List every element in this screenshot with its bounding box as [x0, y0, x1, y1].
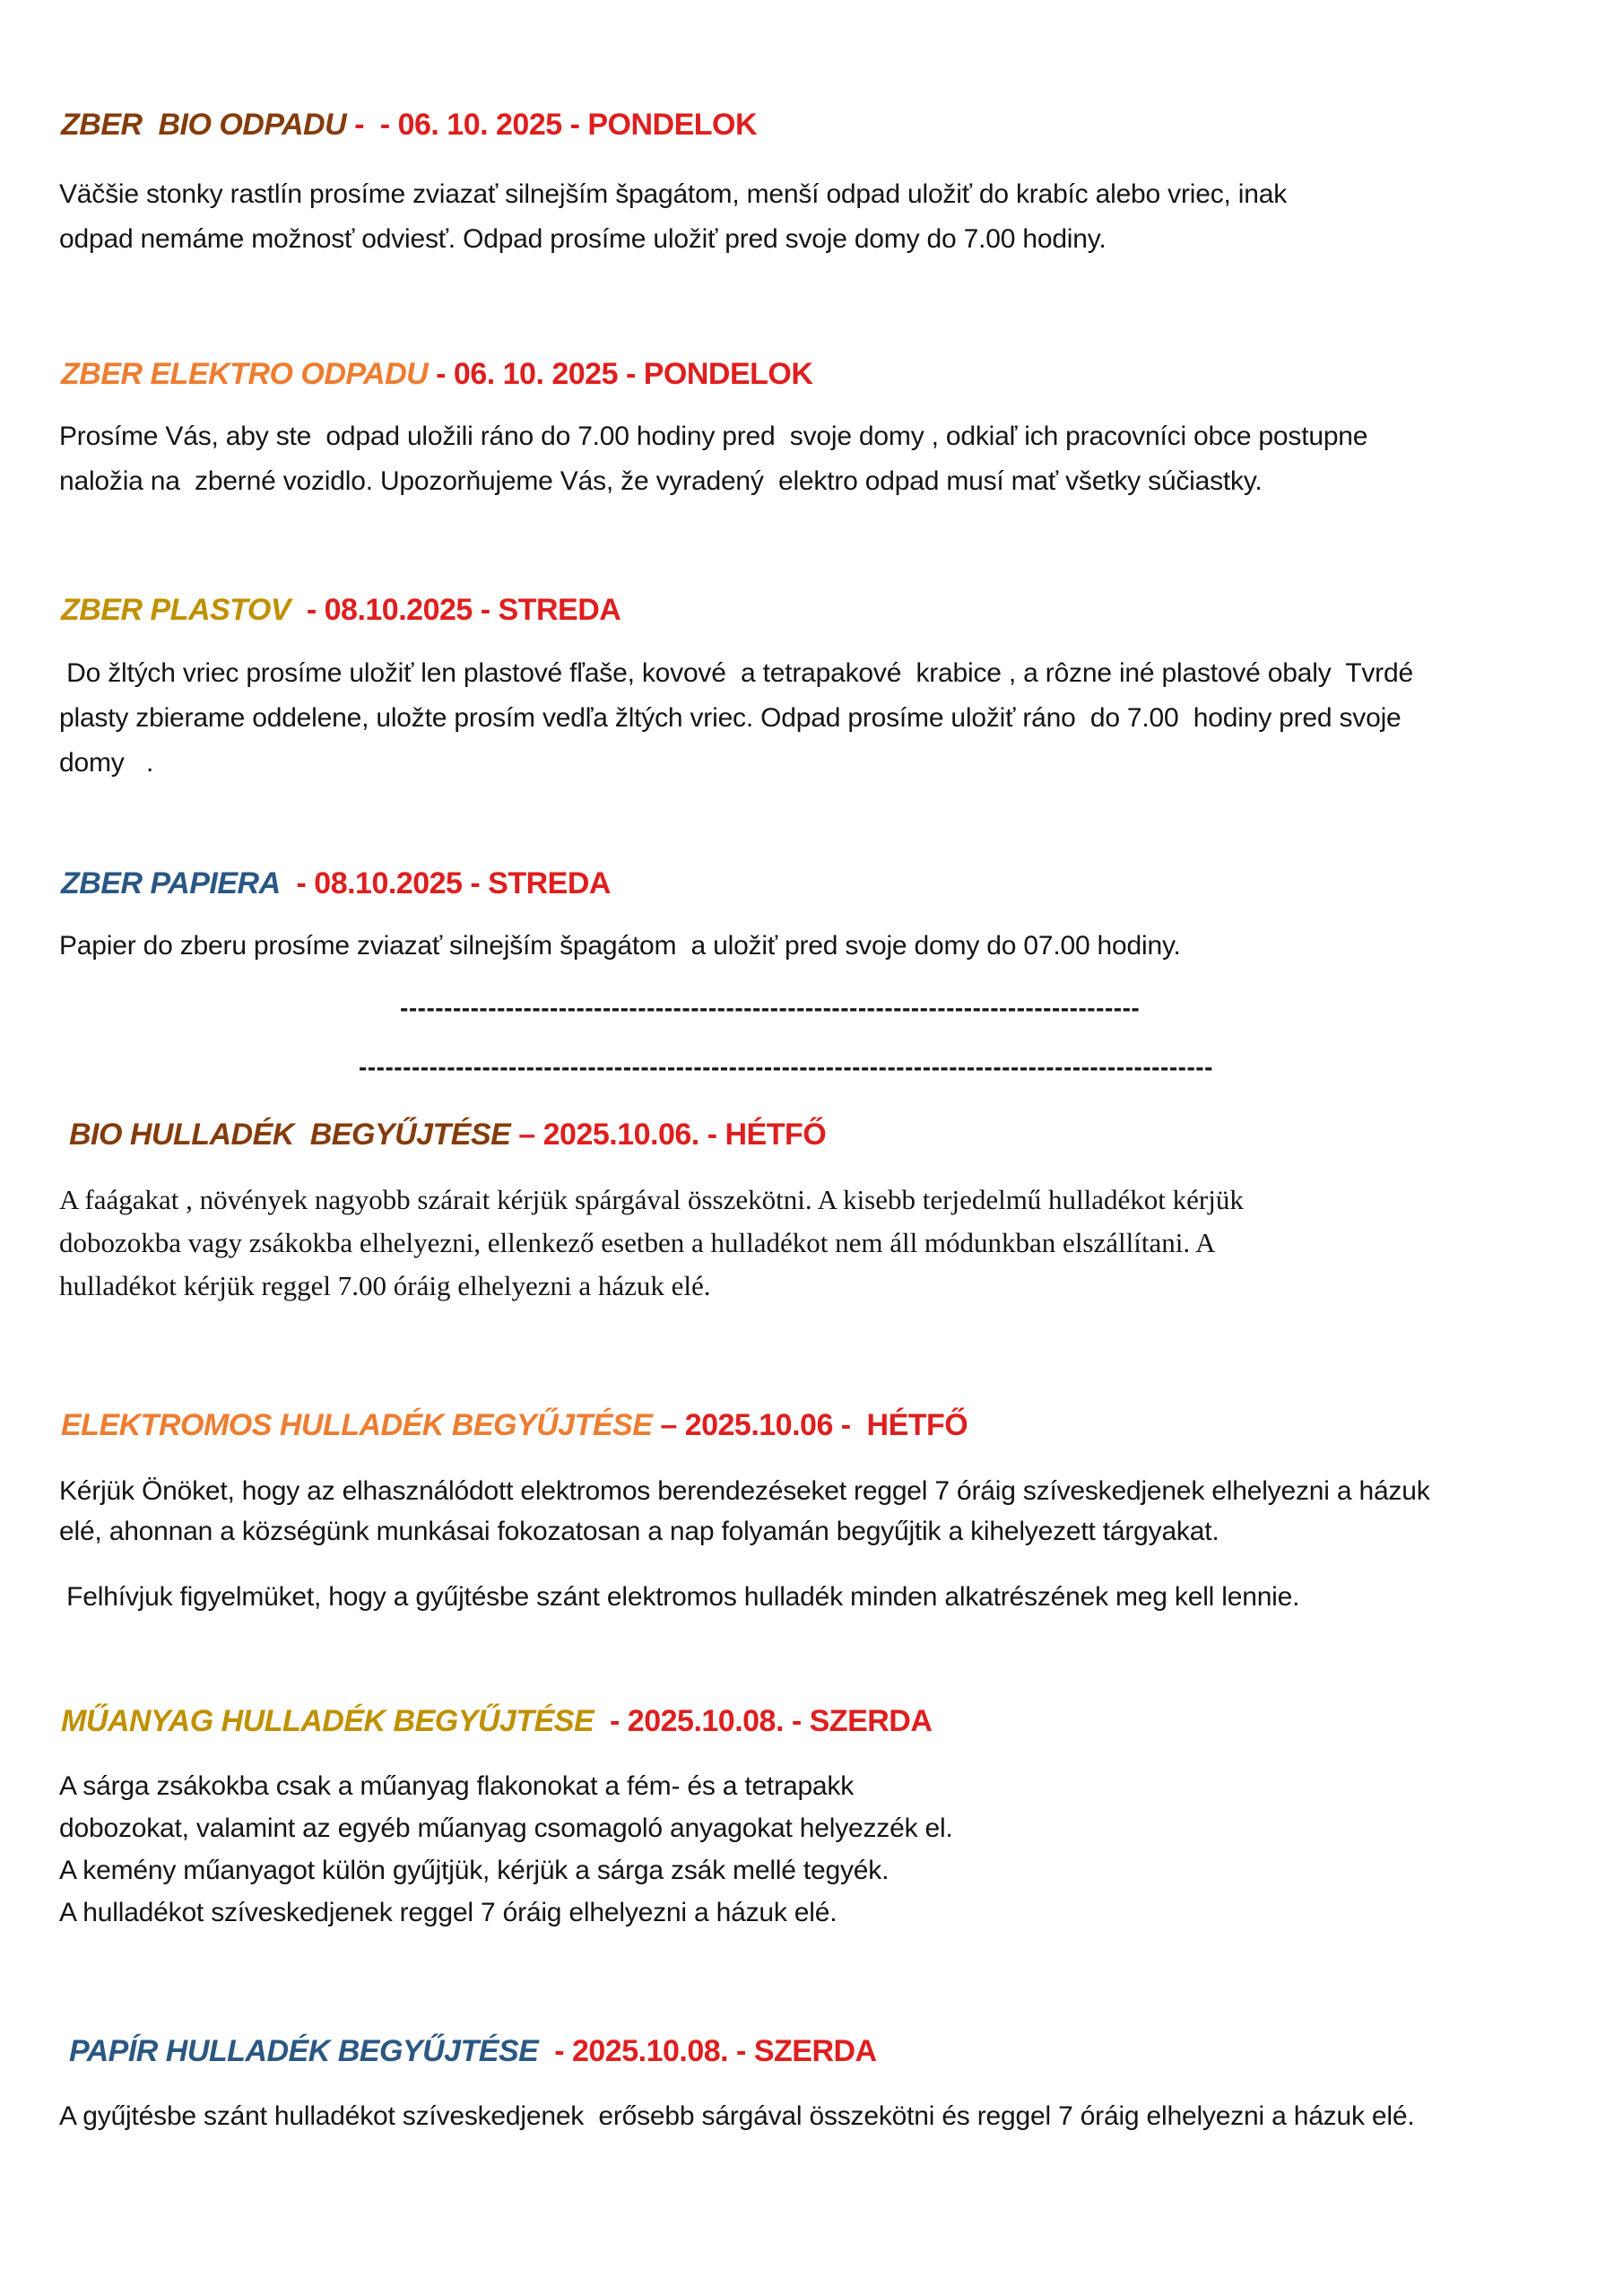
dashed-separator: ------------------------------------------------------------------------------------	[400, 994, 1141, 1022]
paragraph-line: A sárga zsákokba csak a műanyag flakonokat a fém- és a tetrapakk	[59, 1771, 855, 1801]
section-heading-zber-papiera	[61, 866, 611, 901]
paragraph-elektromos-hulladek	[59, 1471, 1430, 1552]
heading-date: - - 06. 10. 2025 - PONDELOK	[346, 108, 758, 142]
paragraph-line: A kemény műanyagot külön gyűjtjük, kérjük a sárga zsák mellé tegyék.	[59, 1856, 890, 1885]
paragraph-zber-papiera	[59, 924, 1181, 969]
paragraph-bio-hulladek	[59, 1178, 1244, 1308]
paragraph-elektromos-hulladek-note	[59, 1577, 1299, 1617]
paragraph-line: hulladékot kérjük reggel 7.00 óráig elhelyezni a házuk elé.	[59, 1270, 711, 1301]
heading-title: ZBER PAPIERA	[61, 866, 281, 900]
section-heading-muanyag-hulladek	[61, 1704, 932, 1739]
paragraph-line: domy .	[59, 748, 154, 778]
section-heading-papir-hulladek	[61, 2034, 877, 2069]
paragraph-line: dobozokat, valamint az egyéb műanyag csomagoló anyagokat helyezzék el.	[59, 1813, 953, 1843]
paragraph-line: elé, ahonnan a községünk munkásai fokozatosan a nap folyamán begyűjtik a kihelyezett tárgyakat.	[59, 1517, 1219, 1546]
paragraph-line: A gyűjtésbe szánt hulladékot szíveskedjenek erősebb sárgával összekötni és reggel 7 óráig elhelyezni a házuk elé.	[59, 2101, 1415, 2131]
heading-title: ZBER BIO ODPADU	[61, 108, 347, 142]
heading-date: - 2025.10.08. - SZERDA	[538, 2034, 877, 2068]
paragraph-line: odpad nemáme možnosť odviesť. Odpad prosíme uložiť pred svoje domy do 7.00 hodiny.	[59, 224, 1107, 254]
heading-title: ELEKTROMOS HULLADÉK BEGYŰJTÉSE	[61, 1408, 653, 1442]
paragraph-line: plasty zbierame oddelene, uložte prosím vedľa žltých vriec. Odpad prosíme uložiť ráno do 7.00 hodiny pred svoje	[59, 703, 1402, 733]
paragraph-zber-bio	[59, 172, 1287, 262]
paragraph-papir-hulladek	[59, 2095, 1414, 2137]
section-heading-zber-bio	[61, 108, 757, 143]
heading-date: - 08.10.2025 - STREDA	[280, 866, 611, 900]
paragraph-line: Kérjük Önöket, hogy az elhasználódott elektromos berendezéseket reggel 7 óráig szíveskedjenek elhelyezni a házuk	[59, 1476, 1430, 1506]
heading-date: – 2025.10.06 - HÉTFŐ	[652, 1408, 968, 1442]
paragraph-zber-plastov	[59, 651, 1413, 786]
dashed-separator: -------------------------------------------------------------------------------------------------	[359, 1053, 1213, 1081]
paragraph-line: Papier do zberu prosíme zviazať silnejším špagátom a uložiť pred svoje domy do 07.00 hodiny.	[59, 931, 1181, 961]
heading-title: ZBER ELEKTRO ODPADU	[61, 357, 429, 391]
paragraph-line: A faágakat , növények nagyobb szárait kérjük spárgával összekötni. A kisebb terjedelmű hulladékot kérjük	[59, 1184, 1244, 1215]
section-heading-zber-plastov	[61, 593, 621, 628]
heading-title: ZBER PLASTOV	[61, 593, 291, 627]
heading-title: MŰANYAG HULLADÉK BEGYŰJTÉSE	[61, 1704, 595, 1738]
section-heading-elektromos-hulladek	[61, 1408, 968, 1443]
paragraph-line: A hulladékot szíveskedjenek reggel 7 óráig elhelyezni a házuk elé.	[59, 1898, 838, 1927]
heading-date: - 08.10.2025 - STREDA	[290, 593, 621, 627]
heading-date: - 2025.10.08. - SZERDA	[594, 1704, 933, 1738]
paragraph-muanyag-hulladek	[59, 1765, 953, 1934]
paragraph-line: Prosíme Vás, aby ste odpad uložili ráno do 7.00 hodiny pred svoje domy , odkiaľ ich pracovníci obce postupne	[59, 422, 1368, 451]
paragraph-zber-elektro	[59, 414, 1367, 504]
heading-title: BIO HULLADÉK BEGYŰJTÉSE	[61, 1118, 511, 1152]
paragraph-line: Do žltých vriec prosíme uložiť len plastové fľaše, kovové a tetrapakové krabice , a rôzne iné plastové obaly Tvrdé	[59, 658, 1413, 688]
section-heading-zber-elektro	[61, 357, 812, 392]
heading-date: – 2025.10.06. - HÉTFŐ	[510, 1118, 827, 1152]
heading-title: PAPÍR HULLADÉK BEGYŰJTÉSE	[61, 2034, 539, 2068]
paragraph-line: dobozokba vagy zsákokba elhelyezni, ellenkező esetben a hulladékot nem áll módunkban elszállítani. A	[59, 1227, 1216, 1258]
paragraph-line: Felhívjuk figyelmüket, hogy a gyűjtésbe szánt elektromos hulladék minden alkatrészének meg kell lennie.	[59, 1582, 1300, 1612]
paragraph-line: Väčšie stonky rastlín prosíme zviazať silnejším špagátom, menší odpad uložiť do krabíc alebo vriec, inak	[59, 179, 1288, 209]
heading-date: - 06. 10. 2025 - PONDELOK	[428, 357, 813, 391]
section-heading-bio-hulladek	[61, 1118, 826, 1152]
paragraph-line: naložia na zberné vozidlo. Upozorňujeme Vás, že vyradený elektro odpad musí mať všetky súčiastky.	[59, 466, 1263, 496]
